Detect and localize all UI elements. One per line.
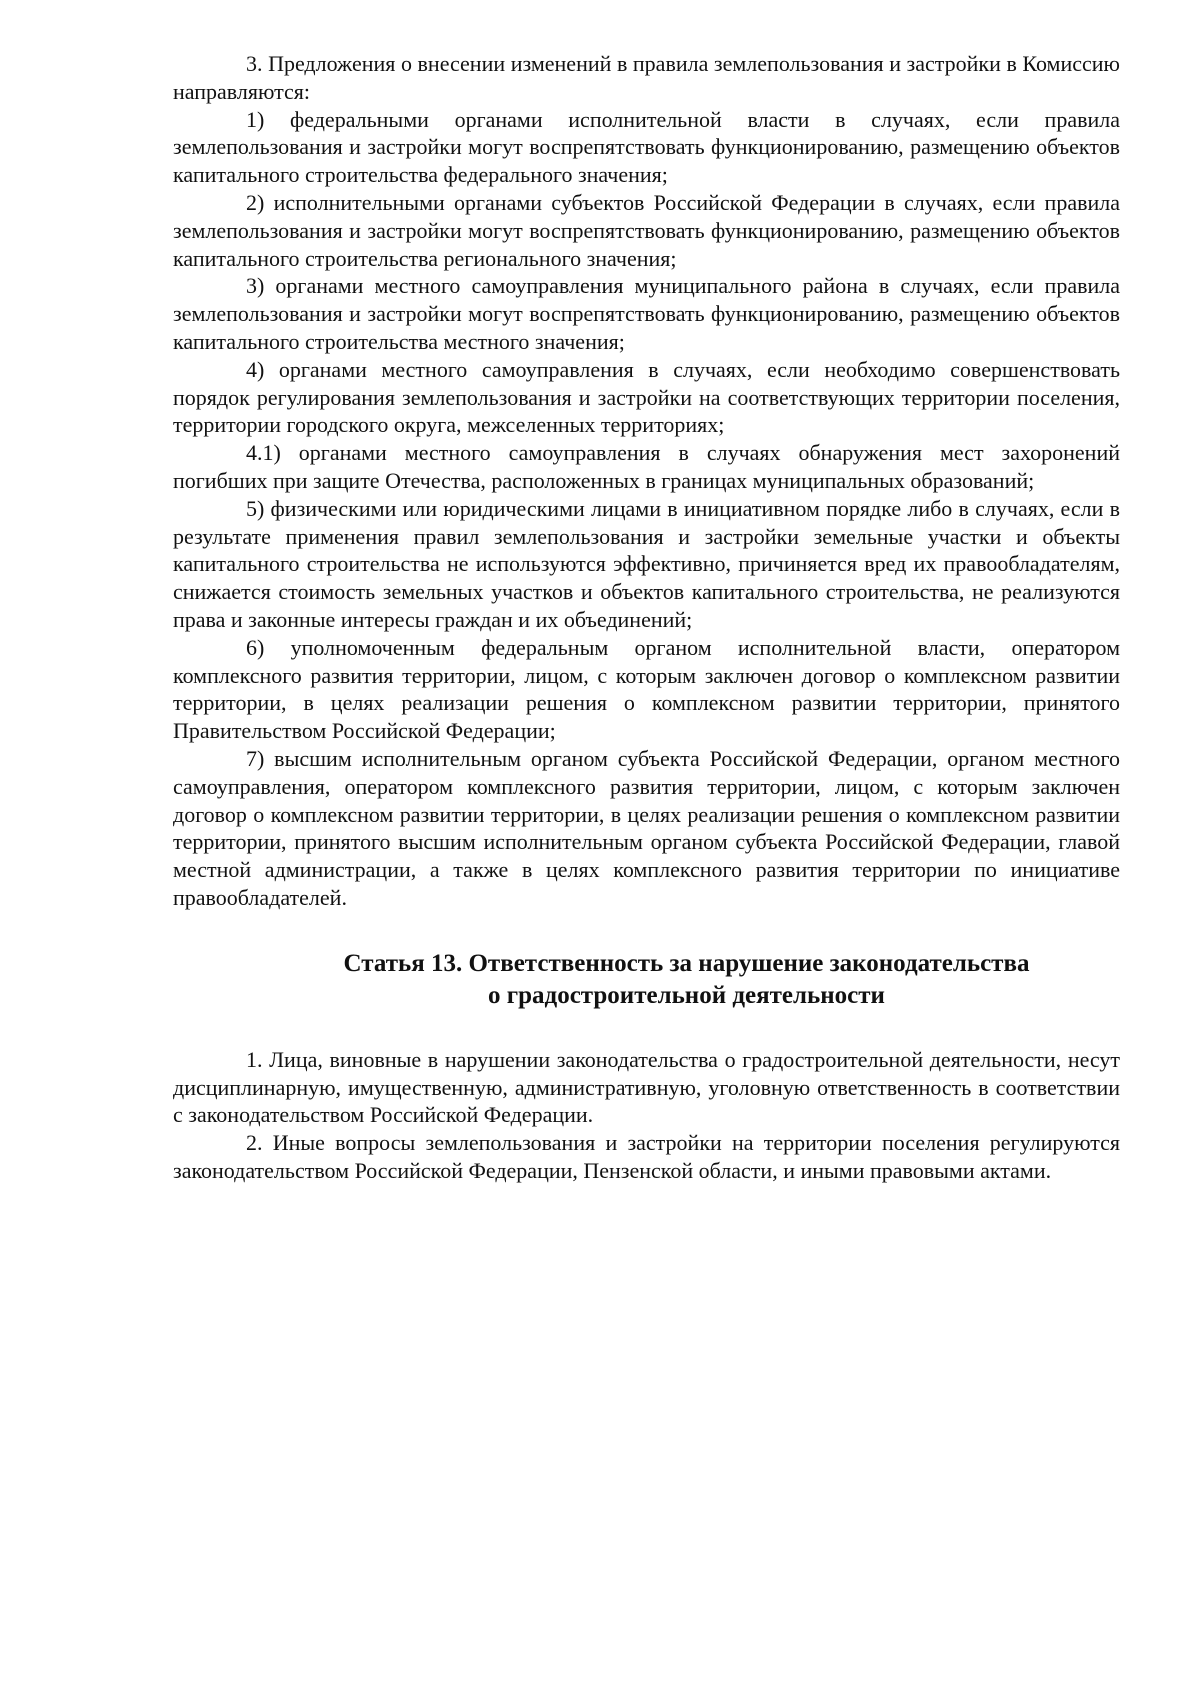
document-body — [173, 50, 1120, 1185]
list-item-highest-executive-body: 7) высшим исполнительным органом субъекта Российской Федерации, органом местного самоуправления, оператором комплексного развития территории, лицом, с которым заключен договор о комплексном развитии территории, в целях реализации решения о комплексном развитии территории, принятого высшим исполнительным органом субъекта Российской Федерации, главой местной администрации, а также в целях комплексного развития территории по инициативе правообладателей. — [173, 745, 1120, 910]
list-item-authorized-federal-body: 6) уполномоченным федеральным органом исполнительной власти, оператором комплексного развития территории, лицом, с которым заключен договор о комплексном развитии территории, в целях реализации решения о комплексном развитии территории, принятого Правительством Российской Федерации; — [173, 634, 1120, 744]
list-item-federal-bodies: 1) федеральными органами исполнительной власти в случаях, если правила землепользования и застройки могут воспрепятствовать функционированию, размещению объектов капитального строительства федерального значения; — [173, 106, 1120, 188]
list-item-individuals-legal-entities: 5) физическими или юридическими лицами в инициативном порядке либо в случаях, если в результате применения правил землепользования и застройки земельные участки и объекты капитального строительства не используются эффективно, причиняется вред их правообладателям, снижается стоимость земельных участков и объектов капитального строительства, не реализуются права и законные интересы граждан и их объединений; — [173, 495, 1120, 632]
list-item-local-self-government: 4) органами местного самоуправления в случаях, если необходимо совершенствовать порядок регулирования землепользования и застройки на соответствующих территории поселения, территории городского округа, межселенных территориях; — [173, 356, 1120, 438]
list-item-burial-sites: 4.1) органами местного самоуправления в случаях обнаружения мест захоронений погибших при защите Отечества, расположенных в границах муниципальных образований; — [173, 440, 1120, 493]
article-13-heading — [173, 948, 1120, 1012]
list-item-municipal-district-bodies: 3) органами местного самоуправления муниципального района в случаях, если правила землепользования и застройки могут воспрепятствовать функционированию, размещению объектов капитального строительства местного значения; — [173, 273, 1120, 354]
list-item-regional-bodies: 2) исполнительными органами субъектов Российской Федерации в случаях, если правила землепользования и застройки могут воспрепятствовать функционированию, размещению объектов капитального строительства регионального значения; — [173, 189, 1120, 271]
article-13-heading-line-2: о градостроительной деятельности — [488, 981, 885, 1009]
paragraph-proposals-intro: 3. Предложения о внесении изменений в правила землепользования и застройки в Комиссию направляются: — [173, 51, 1120, 104]
article-13-heading-line-1: Статья 13. Ответственность за нарушение законодательства — [343, 949, 1030, 977]
paragraph-liability: 1. Лица, виновные в нарушении законодательства о градостроительной деятельности, несут дисциплинарную, имущественную, административную, уголовную ответственность в соответствии с законодательством Российской Федерации. — [173, 1046, 1120, 1128]
paragraph-other-issues: 2. Иные вопросы землепользования и застройки на территории поселения регулируются законодательством Российской Федерации, Пензенской области, и иными правовыми актами. — [173, 1130, 1120, 1183]
